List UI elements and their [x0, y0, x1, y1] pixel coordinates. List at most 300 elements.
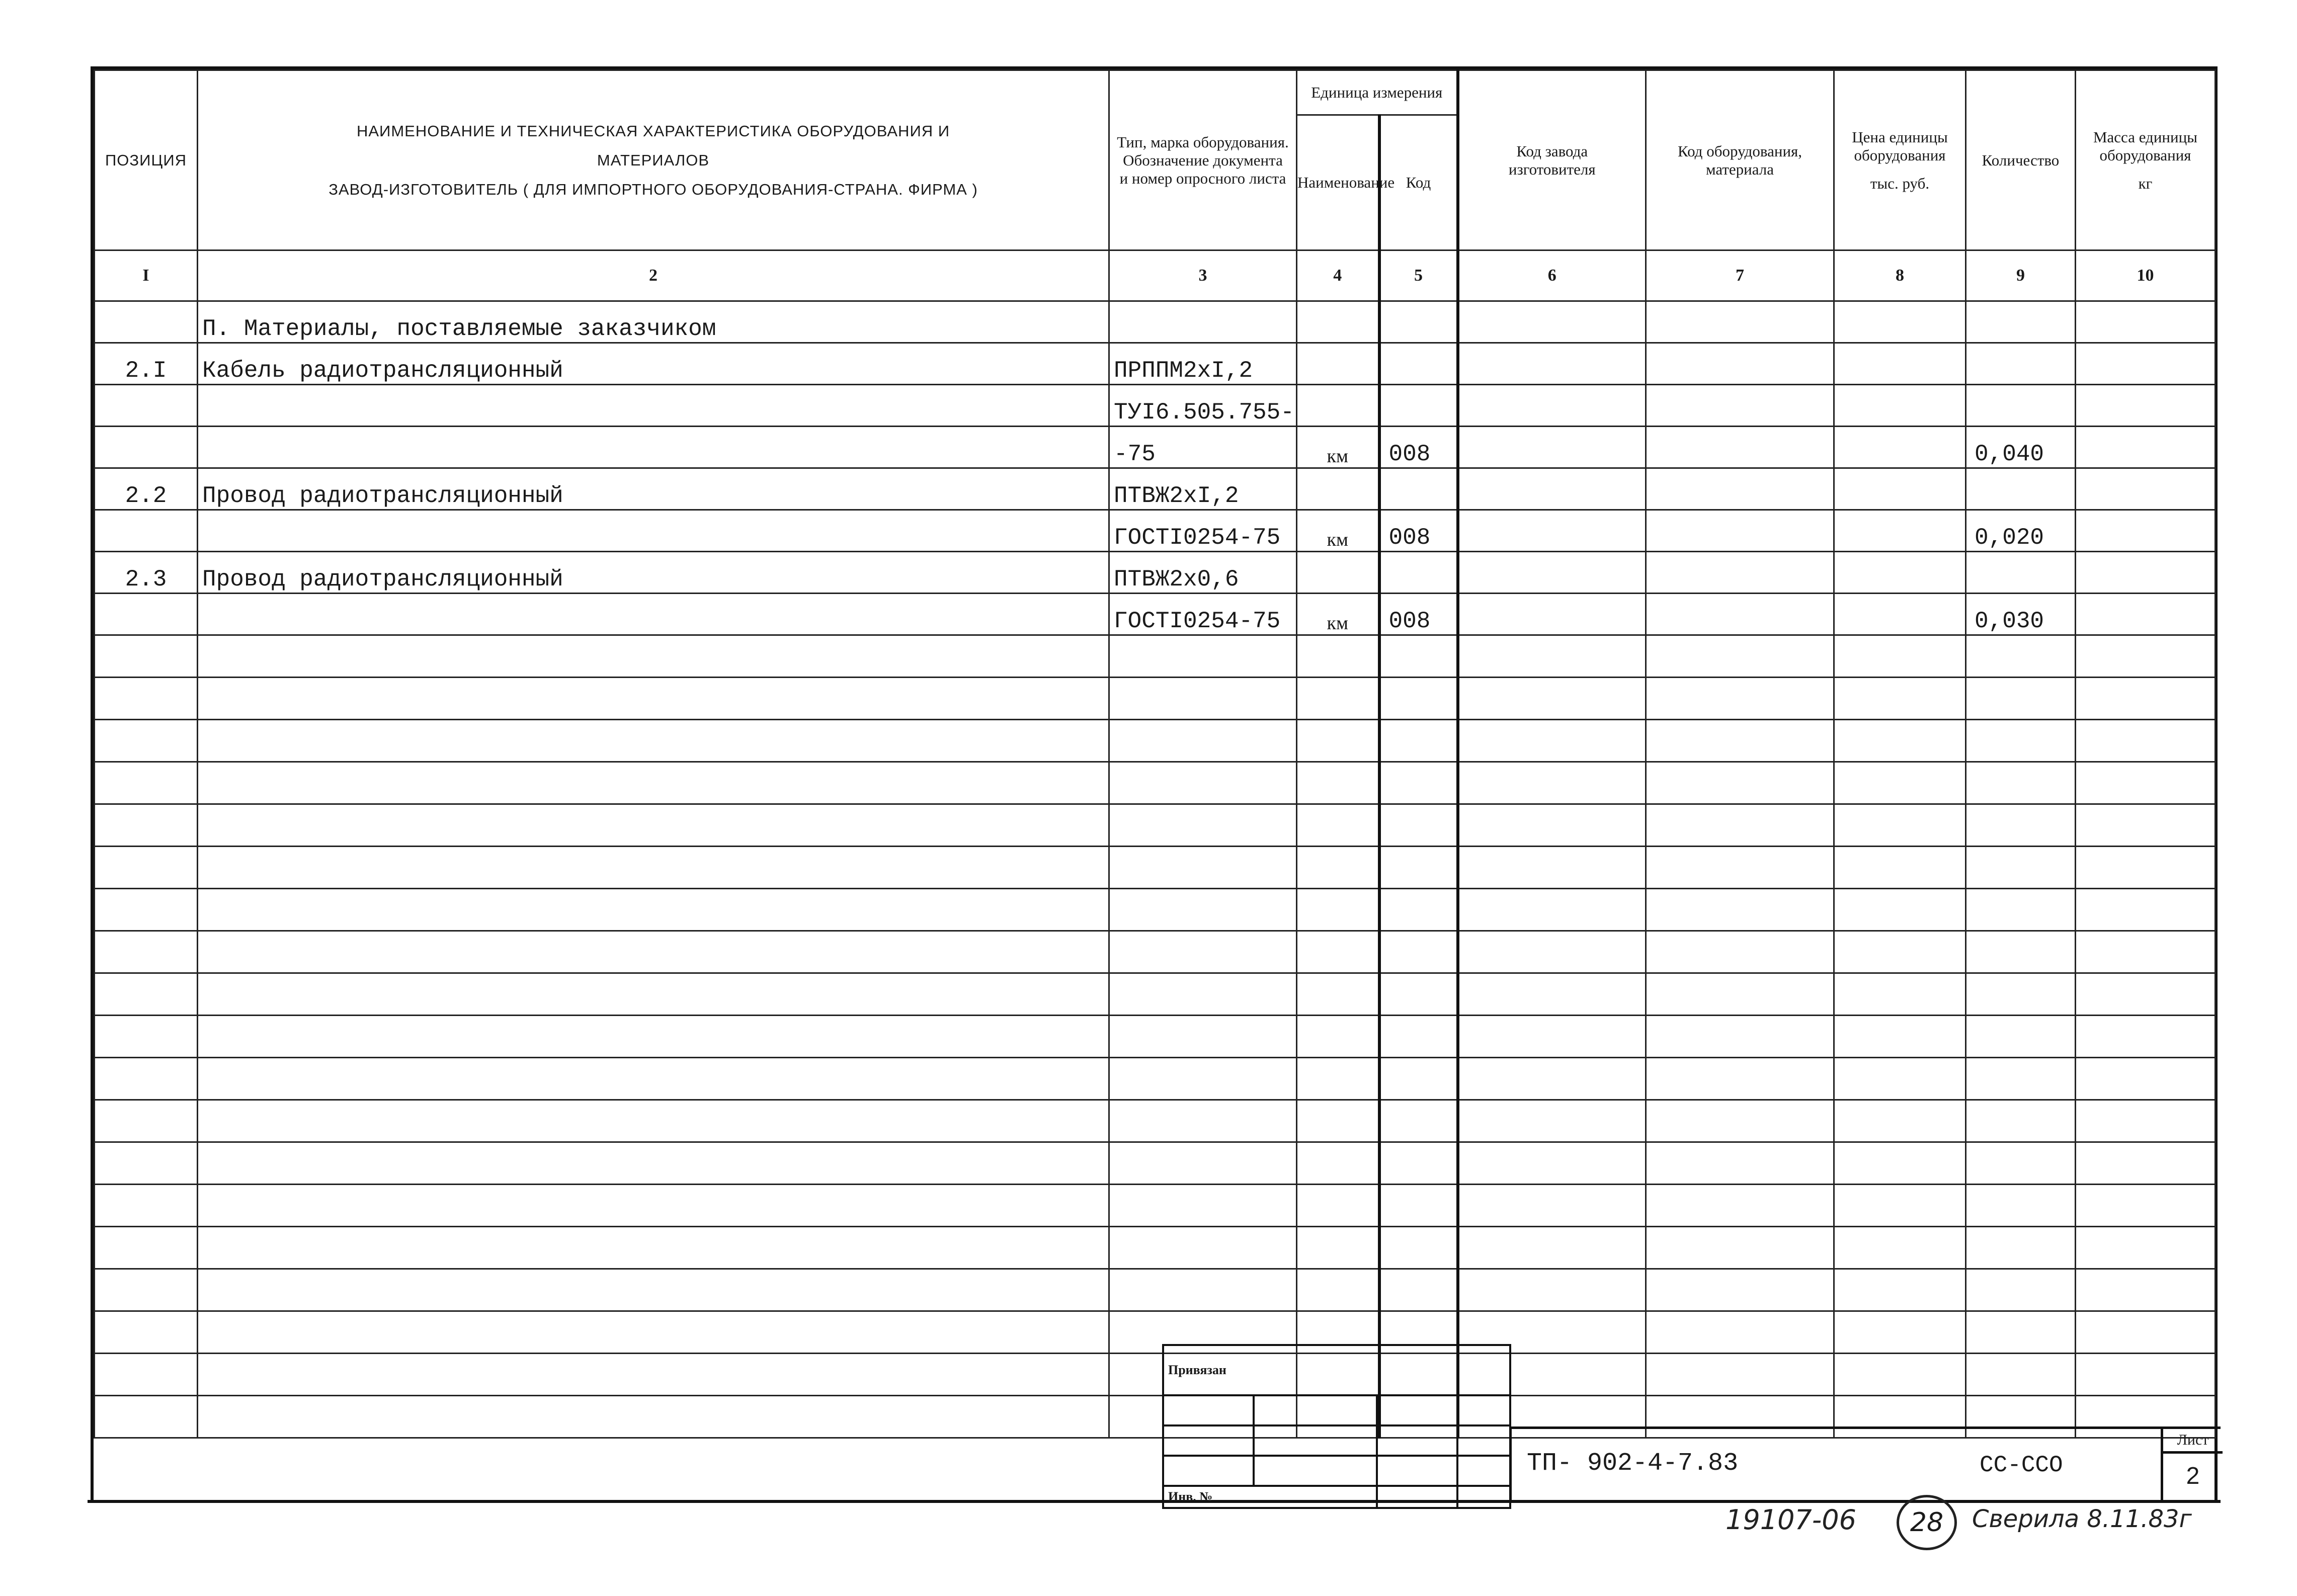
- row-factory-code: [1458, 552, 1646, 594]
- row-unit: [1297, 1227, 1379, 1269]
- binding-stamp: [1162, 1344, 1509, 1503]
- table-row: [95, 552, 2216, 594]
- row-unit-code: [1379, 1269, 1458, 1311]
- row-factory-code: [1458, 1058, 1646, 1100]
- row-factory-code: [1458, 1100, 1646, 1142]
- row-name: [198, 973, 1109, 1016]
- column-number: 4: [1297, 250, 1379, 301]
- row-equipment-code: [1646, 301, 1834, 343]
- row-equipment-code: [1646, 1354, 1834, 1396]
- row-quantity: [1966, 804, 2076, 847]
- row-quantity: 0,020: [1966, 510, 2076, 552]
- header-name-line2: МАТЕРИАЛОВ: [597, 151, 710, 169]
- row-equipment-code: [1646, 552, 1834, 594]
- row-quantity: [1966, 635, 2076, 678]
- row-mass: [2076, 468, 2216, 510]
- stamp-inv-label: Инв. №: [1163, 1486, 1377, 1508]
- row-price: [1834, 973, 1966, 1016]
- row-quantity: [1966, 1016, 2076, 1058]
- column-number: 6: [1458, 250, 1646, 301]
- row-unit-code: [1379, 720, 1458, 762]
- row-position: 2.2: [95, 468, 198, 510]
- row-name: [198, 720, 1109, 762]
- row-mass: [2076, 635, 2216, 678]
- row-factory-code: [1458, 594, 1646, 635]
- row-unit: [1297, 973, 1379, 1016]
- row-unit-code: [1379, 1142, 1458, 1185]
- row-unit-code: [1379, 552, 1458, 594]
- table-row: [95, 973, 2216, 1016]
- row-name: [198, 1142, 1109, 1185]
- row-equipment-code: [1646, 1311, 1834, 1354]
- row-quantity: [1966, 1142, 2076, 1185]
- row-price: [1834, 678, 1966, 720]
- header-mass: [2076, 70, 2216, 250]
- row-quantity: [1966, 552, 2076, 594]
- row-unit-code: 008: [1379, 510, 1458, 552]
- row-price: [1834, 1058, 1966, 1100]
- row-factory-code: [1458, 678, 1646, 720]
- header-equipment-code: Код оборудования, материала: [1646, 70, 1834, 250]
- row-unit: [1297, 385, 1379, 427]
- row-factory-code: [1458, 847, 1646, 889]
- row-unit-code: [1379, 847, 1458, 889]
- row-equipment-code: [1646, 635, 1834, 678]
- row-position: [95, 889, 198, 931]
- row-unit: км: [1297, 510, 1379, 552]
- row-unit: [1297, 343, 1379, 385]
- row-equipment-code: [1646, 889, 1834, 931]
- row-type: ПТВЖ2хI,2: [1109, 468, 1297, 510]
- row-equipment-code: [1646, 343, 1834, 385]
- row-price: [1834, 1227, 1966, 1269]
- circled-number: 28: [1897, 1495, 1957, 1550]
- row-factory-code: [1458, 427, 1646, 468]
- stamp-cell: [1457, 1486, 1510, 1508]
- stamp-bound-label: Привязан: [1163, 1345, 1510, 1395]
- row-factory-code: [1458, 510, 1646, 552]
- row-equipment-code: [1646, 1185, 1834, 1227]
- row-position: [95, 635, 198, 678]
- row-factory-code: [1458, 889, 1646, 931]
- row-type: [1109, 635, 1297, 678]
- header-name-line3: ЗАВОД-ИЗГОТОВИТЕЛЬ ( ДЛЯ ИМПОРТНОГО ОБОРУДОВАНИЯ-СТРАНА. ФИРМА ): [329, 180, 978, 198]
- table-row: [95, 1185, 2216, 1227]
- row-type: [1109, 1058, 1297, 1100]
- row-position: [95, 847, 198, 889]
- row-unit: км: [1297, 594, 1379, 635]
- table-row: [95, 1354, 2216, 1396]
- row-position: [95, 931, 198, 973]
- row-name: [198, 931, 1109, 973]
- row-position: [95, 762, 198, 804]
- archive-number: 19107-06: [1726, 1504, 1856, 1536]
- handwritten-signature: Сверила 8.11.83г: [1972, 1505, 2192, 1533]
- stamp-cell: [1254, 1395, 1377, 1425]
- column-number: 5: [1379, 250, 1458, 301]
- row-unit-code: [1379, 1185, 1458, 1227]
- row-name: [198, 1396, 1109, 1438]
- row-equipment-code: [1646, 847, 1834, 889]
- row-mass: [2076, 594, 2216, 635]
- row-unit: [1297, 635, 1379, 678]
- column-number: 2: [198, 250, 1109, 301]
- stamp-table: [1162, 1344, 1511, 1509]
- row-position: [95, 1058, 198, 1100]
- row-unit-code: [1379, 804, 1458, 847]
- row-name: [198, 510, 1109, 552]
- row-type: [1109, 1185, 1297, 1227]
- row-factory-code: [1458, 635, 1646, 678]
- row-price: [1834, 847, 1966, 889]
- row-type: [1109, 889, 1297, 931]
- row-equipment-code: [1646, 427, 1834, 468]
- row-type: ГОСТI0254-75: [1109, 510, 1297, 552]
- row-unit-code: [1379, 678, 1458, 720]
- row-mass: [2076, 1058, 2216, 1100]
- table-row: [95, 847, 2216, 889]
- header-name: [198, 70, 1109, 250]
- row-unit-code: 008: [1379, 594, 1458, 635]
- row-mass: [2076, 510, 2216, 552]
- row-name: [198, 847, 1109, 889]
- row-price: [1834, 1100, 1966, 1142]
- row-unit-code: [1379, 1016, 1458, 1058]
- row-type: [1109, 762, 1297, 804]
- column-number-row: [95, 250, 2216, 301]
- row-price: [1834, 635, 1966, 678]
- header-factory-code: Код завода изготовителя: [1458, 70, 1646, 250]
- row-mass: [2076, 1354, 2216, 1396]
- stamp-cell: [1377, 1425, 1457, 1456]
- row-quantity: [1966, 720, 2076, 762]
- row-name: Провод радиотрансляционный: [198, 468, 1109, 510]
- row-name: [198, 385, 1109, 427]
- row-mass: [2076, 973, 2216, 1016]
- row-quantity: [1966, 1354, 2076, 1396]
- row-quantity: [1966, 931, 2076, 973]
- stamp-cell: [1377, 1456, 1457, 1486]
- row-unit-code: [1379, 1227, 1458, 1269]
- column-number: I: [95, 250, 198, 301]
- row-price: [1834, 1016, 1966, 1058]
- table-row: [95, 635, 2216, 678]
- table-body: [95, 301, 2216, 1438]
- header-mass-line2: кг: [2138, 174, 2153, 192]
- row-price: [1834, 762, 1966, 804]
- row-factory-code: [1458, 468, 1646, 510]
- row-unit-code: [1379, 762, 1458, 804]
- row-name: [198, 1016, 1109, 1058]
- row-unit-code: [1379, 1100, 1458, 1142]
- row-factory-code: [1458, 1185, 1646, 1227]
- row-quantity: 0,040: [1966, 427, 2076, 468]
- row-type: [1109, 1100, 1297, 1142]
- row-mass: [2076, 889, 2216, 931]
- row-unit: [1297, 847, 1379, 889]
- row-position: [95, 973, 198, 1016]
- row-type: [1109, 301, 1297, 343]
- row-unit: [1297, 1016, 1379, 1058]
- row-factory-code: [1458, 1269, 1646, 1311]
- row-unit-code: [1379, 635, 1458, 678]
- row-position: [95, 301, 198, 343]
- row-price: [1834, 889, 1966, 931]
- row-unit: [1297, 468, 1379, 510]
- row-mass: [2076, 804, 2216, 847]
- row-equipment-code: [1646, 594, 1834, 635]
- row-quantity: [1966, 1185, 2076, 1227]
- row-equipment-code: [1646, 678, 1834, 720]
- row-mass: [2076, 931, 2216, 973]
- stamp-cell: [1457, 1456, 1510, 1486]
- document-mark: СС-ССО: [1980, 1452, 2063, 1478]
- row-unit-code: 008: [1379, 427, 1458, 468]
- specification-table: [94, 69, 2216, 1439]
- table-row: [95, 301, 2216, 343]
- row-price: [1834, 1142, 1966, 1185]
- row-unit-code: [1379, 889, 1458, 931]
- table-row: [95, 889, 2216, 931]
- row-price: [1834, 594, 1966, 635]
- table-row: [95, 1227, 2216, 1269]
- header-mass-line1: Масса единицы оборудования: [2093, 128, 2198, 164]
- row-price: [1834, 804, 1966, 847]
- stamp-cell: [1163, 1395, 1254, 1425]
- row-equipment-code: [1646, 720, 1834, 762]
- row-type: ТУI6.505.755-: [1109, 385, 1297, 427]
- row-unit: [1297, 720, 1379, 762]
- row-position: [95, 1354, 198, 1396]
- row-unit: [1297, 762, 1379, 804]
- row-unit: [1297, 1100, 1379, 1142]
- row-price: [1834, 1354, 1966, 1396]
- row-unit: [1297, 678, 1379, 720]
- row-position: [95, 804, 198, 847]
- row-unit-code: [1379, 468, 1458, 510]
- column-number: 7: [1646, 250, 1834, 301]
- row-equipment-code: [1646, 1100, 1834, 1142]
- stamp-cell: [1457, 1395, 1510, 1425]
- row-mass: [2076, 720, 2216, 762]
- row-factory-code: [1458, 973, 1646, 1016]
- row-quantity: [1966, 385, 2076, 427]
- table-row: [95, 1058, 2216, 1100]
- row-equipment-code: [1646, 804, 1834, 847]
- row-equipment-code: [1646, 468, 1834, 510]
- stamp-cell: [1377, 1395, 1457, 1425]
- row-equipment-code: [1646, 510, 1834, 552]
- row-unit: [1297, 1269, 1379, 1311]
- row-quantity: [1966, 1227, 2076, 1269]
- row-name: [198, 635, 1109, 678]
- row-mass: [2076, 343, 2216, 385]
- stamp-cell: [1163, 1456, 1254, 1486]
- row-name: Кабель радиотрансляционный: [198, 343, 1109, 385]
- row-position: [95, 1227, 198, 1269]
- row-mass: [2076, 1269, 2216, 1311]
- row-equipment-code: [1646, 1227, 1834, 1269]
- row-name: Провод радиотрансляционный: [198, 552, 1109, 594]
- row-type: [1109, 1016, 1297, 1058]
- row-quantity: [1966, 678, 2076, 720]
- row-price: [1834, 1269, 1966, 1311]
- document-code: ТП- 902-4-7.83: [1527, 1449, 1739, 1478]
- table-row: [95, 1311, 2216, 1354]
- header-price-line2: тыс. руб.: [1870, 174, 1930, 192]
- row-position: [95, 510, 198, 552]
- row-mass: [2076, 1311, 2216, 1354]
- row-factory-code: [1458, 1227, 1646, 1269]
- row-mass: [2076, 427, 2216, 468]
- row-unit: [1297, 552, 1379, 594]
- row-price: [1834, 1311, 1966, 1354]
- specification-sheet: [91, 66, 2218, 1500]
- row-unit: [1297, 931, 1379, 973]
- row-price: [1834, 343, 1966, 385]
- row-factory-code: [1458, 385, 1646, 427]
- row-quantity: [1966, 1269, 2076, 1311]
- row-equipment-code: [1646, 973, 1834, 1016]
- table-row: [95, 1269, 2216, 1311]
- row-type: ПТВЖ2х0,6: [1109, 552, 1297, 594]
- stamp-cell: [1163, 1425, 1254, 1456]
- row-quantity: 0,030: [1966, 594, 2076, 635]
- sheet-label: Лист: [2161, 1429, 2223, 1454]
- row-name: [198, 1227, 1109, 1269]
- table-row: [95, 594, 2216, 635]
- row-position: [95, 1142, 198, 1185]
- row-factory-code: [1458, 301, 1646, 343]
- table-row: [95, 1142, 2216, 1185]
- stamp-cell: [1377, 1486, 1457, 1508]
- title-block: [1509, 1426, 2221, 1502]
- row-price: [1834, 931, 1966, 973]
- row-type: [1109, 804, 1297, 847]
- table-row: [95, 468, 2216, 510]
- row-position: 2.I: [95, 343, 198, 385]
- header-position: ПОЗИЦИЯ: [95, 70, 198, 250]
- stamp-cell: [1254, 1456, 1377, 1486]
- row-factory-code: [1458, 720, 1646, 762]
- row-name: [198, 762, 1109, 804]
- row-unit: [1297, 1058, 1379, 1100]
- row-unit-code: [1379, 343, 1458, 385]
- table-row: [95, 720, 2216, 762]
- row-mass: [2076, 1185, 2216, 1227]
- row-mass: [2076, 1142, 2216, 1185]
- table-row: [95, 1016, 2216, 1058]
- row-equipment-code: [1646, 762, 1834, 804]
- row-quantity: [1966, 889, 2076, 931]
- row-position: [95, 1016, 198, 1058]
- column-number: 9: [1966, 250, 2076, 301]
- column-number: 8: [1834, 250, 1966, 301]
- row-type: [1109, 1142, 1297, 1185]
- row-position: [95, 1311, 198, 1354]
- row-name: [198, 804, 1109, 847]
- row-position: 2.3: [95, 552, 198, 594]
- row-mass: [2076, 385, 2216, 427]
- row-unit-code: [1379, 931, 1458, 973]
- header-row-top: [95, 70, 2216, 115]
- row-equipment-code: [1646, 1269, 1834, 1311]
- row-name: [198, 594, 1109, 635]
- row-mass: [2076, 552, 2216, 594]
- row-price: [1834, 552, 1966, 594]
- row-name: П. Материалы, поставляемые заказчиком: [198, 301, 1109, 343]
- row-mass: [2076, 1227, 2216, 1269]
- row-price: [1834, 468, 1966, 510]
- row-unit: [1297, 1142, 1379, 1185]
- row-quantity: [1966, 1311, 2076, 1354]
- row-name: [198, 678, 1109, 720]
- header-unit-name: Наименование: [1297, 115, 1379, 250]
- table-row: [95, 931, 2216, 973]
- row-name: [198, 1354, 1109, 1396]
- row-position: [95, 720, 198, 762]
- row-quantity: [1966, 343, 2076, 385]
- row-name: [198, 1100, 1109, 1142]
- header-name-line1: НАИМЕНОВАНИЕ И ТЕХНИЧЕСКАЯ ХАРАКТЕРИСТИКА ОБОРУДОВАНИЯ И: [356, 122, 950, 140]
- table-row: [95, 385, 2216, 427]
- table-row: [95, 678, 2216, 720]
- row-unit: [1297, 1185, 1379, 1227]
- row-mass: [2076, 762, 2216, 804]
- row-price: [1834, 720, 1966, 762]
- row-quantity: [1966, 973, 2076, 1016]
- table-row: [95, 343, 2216, 385]
- row-factory-code: [1458, 804, 1646, 847]
- row-type: ПРППМ2хI,2: [1109, 343, 1297, 385]
- row-type: [1109, 720, 1297, 762]
- row-type: [1109, 847, 1297, 889]
- row-unit: км: [1297, 427, 1379, 468]
- row-unit: [1297, 804, 1379, 847]
- row-quantity: [1966, 1100, 2076, 1142]
- row-position: [95, 1100, 198, 1142]
- row-unit-code: [1379, 973, 1458, 1016]
- row-mass: [2076, 1016, 2216, 1058]
- row-type: [1109, 973, 1297, 1016]
- row-price: [1834, 1185, 1966, 1227]
- row-name: [198, 1058, 1109, 1100]
- row-equipment-code: [1646, 1142, 1834, 1185]
- table-row: [95, 762, 2216, 804]
- row-equipment-code: [1646, 1016, 1834, 1058]
- row-factory-code: [1458, 1142, 1646, 1185]
- row-quantity: [1966, 301, 2076, 343]
- row-mass: [2076, 301, 2216, 343]
- row-type: [1109, 1227, 1297, 1269]
- row-factory-code: [1458, 931, 1646, 973]
- row-mass: [2076, 1100, 2216, 1142]
- row-price: [1834, 301, 1966, 343]
- row-type: [1109, 678, 1297, 720]
- row-type: [1109, 1269, 1297, 1311]
- row-name: [198, 889, 1109, 931]
- sheet-number: 2: [2161, 1451, 2223, 1501]
- row-price: [1834, 510, 1966, 552]
- table-row: [95, 804, 2216, 847]
- header-price-line1: Цена единицы оборудования: [1852, 128, 1948, 164]
- row-unit: [1297, 889, 1379, 931]
- row-type: [1109, 931, 1297, 973]
- header-quantity: Количество: [1966, 70, 2076, 250]
- row-equipment-code: [1646, 931, 1834, 973]
- table-row: [95, 1100, 2216, 1142]
- row-unit-code: [1379, 1058, 1458, 1100]
